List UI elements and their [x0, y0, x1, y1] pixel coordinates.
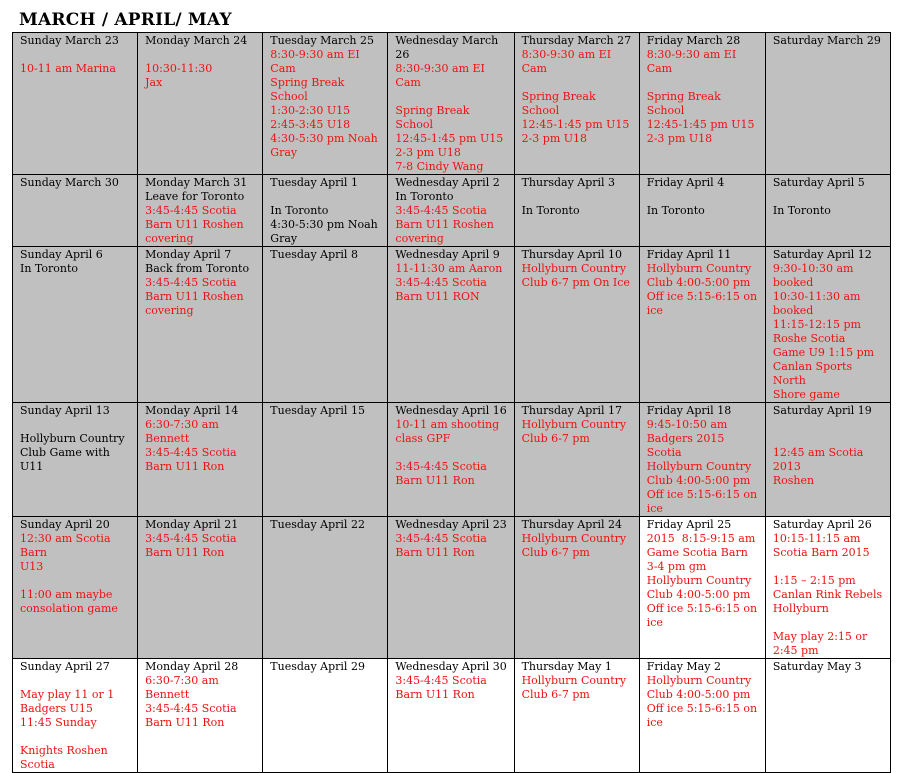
event-line: Barn U11 RON	[395, 290, 480, 303]
event-line	[647, 76, 759, 90]
event-line: Spring Break School	[646, 90, 725, 117]
event-line: Barn U11 Ron	[395, 546, 475, 559]
week-row	[13, 33, 891, 175]
event-line: 9:30-10:30 am	[772, 262, 854, 275]
day-date: Saturday April 5	[772, 176, 865, 189]
day-cell	[138, 403, 263, 517]
day-cell	[514, 175, 639, 247]
event-line	[20, 730, 131, 744]
day-cell	[388, 659, 514, 773]
event-line: 3:45-4:45 Scotia	[395, 674, 487, 687]
event-line: Club 4:00-5:00 pm	[646, 276, 751, 289]
event-line: Bennett	[145, 688, 190, 701]
event-line: Hollyburn Country	[521, 532, 627, 545]
event-line: Spring Break School	[270, 76, 348, 103]
event-line: In Toronto	[20, 262, 79, 275]
day-cell	[514, 403, 639, 517]
event-line: Barn U11 Roshen	[145, 218, 244, 231]
event-line: Barn U11 Ron	[145, 460, 225, 473]
event-line: 10:30-11:30	[145, 62, 213, 75]
event-line	[647, 190, 759, 204]
event-line: covering	[145, 232, 194, 245]
day-cell	[639, 659, 765, 773]
event-line	[20, 418, 131, 432]
event-line	[773, 190, 884, 204]
day-date: Friday April 11	[646, 248, 732, 261]
day-cell	[765, 175, 890, 247]
event-line: 6:30-7:30 am	[145, 418, 219, 431]
event-line: Barn U11 Ron	[395, 688, 475, 701]
day-cell	[514, 659, 639, 773]
event-line: In Toronto	[646, 204, 705, 217]
day-cell	[765, 517, 890, 659]
event-line: Hollyburn Country	[521, 418, 627, 431]
day-date: Monday April 14	[145, 404, 239, 417]
day-date: Monday April 28	[145, 660, 239, 673]
day-cell	[263, 175, 388, 247]
event-line: 3:45-4:45 Scotia	[145, 532, 237, 545]
day-cell	[13, 247, 138, 403]
event-line: Back from Toronto	[145, 262, 250, 275]
event-line: Off ice 5:15-6:15 on	[646, 602, 758, 615]
event-line: Club 4:00-5:00 pm	[646, 688, 751, 701]
event-line: Club 6-7 pm	[521, 688, 590, 701]
event-line: 8:30-9:30 am EI Cam	[646, 48, 740, 75]
day-cell	[263, 247, 388, 403]
event-line: booked	[772, 304, 814, 317]
day-cell	[388, 403, 514, 517]
event-line: Scotia	[20, 758, 55, 771]
day-date: Wednesday April 9	[395, 248, 500, 261]
event-line: 2:45 pm	[772, 644, 819, 657]
event-line: Club 4:00-5:00 pm	[646, 588, 751, 601]
day-cell	[13, 403, 138, 517]
event-line: covering	[395, 232, 444, 245]
event-line: May play 11 or 1	[20, 688, 115, 701]
day-date: Tuesday April 1	[270, 176, 358, 189]
event-line: Club 6-7 pm	[521, 546, 590, 559]
event-line: Badgers 2015 Scotia	[646, 432, 728, 459]
week-row	[13, 247, 891, 403]
day-date: Thursday March 27	[521, 34, 632, 47]
event-line	[522, 190, 633, 204]
event-line: 8:30-9:30 am EI Cam	[395, 62, 489, 89]
day-date: Thursday April 24	[521, 518, 623, 531]
day-date: Friday April 18	[646, 404, 732, 417]
day-date: Sunday March 30	[20, 176, 119, 189]
week-row	[13, 517, 891, 659]
event-line: In Toronto	[772, 204, 831, 217]
event-line	[145, 48, 256, 62]
event-line: covering	[145, 304, 194, 317]
day-cell	[639, 247, 765, 403]
week-row	[13, 175, 891, 247]
day-date: Friday May 2	[646, 660, 721, 673]
day-date: Saturday April 19	[772, 404, 872, 417]
day-cell	[639, 403, 765, 517]
day-cell	[13, 517, 138, 659]
event-line: 4:30-5:30 pm Noah	[270, 218, 378, 231]
event-line: Canlan Sports North	[772, 360, 856, 387]
day-cell	[765, 659, 890, 773]
event-line: Hollyburn Country	[20, 432, 125, 445]
event-line: 3:45-4:45 Scotia	[145, 204, 237, 217]
event-line: Club Game with U11	[20, 446, 114, 473]
event-line: Roshe Scotia	[772, 332, 846, 345]
event-line: 11-11:30 am Aaron	[395, 262, 503, 275]
week-row	[13, 659, 891, 773]
event-line: Game U9 1:15 pm	[772, 346, 875, 359]
event-line: 1:30-2:30 U15	[270, 104, 351, 117]
day-date: Tuesday April 8	[270, 248, 358, 261]
event-line: 3:45-4:45 Scotia	[395, 276, 487, 289]
event-line: 12:45 am Scotia 2013	[772, 446, 867, 473]
event-line: Off ice 5:15-6:15 on	[646, 290, 758, 303]
event-line: U13	[20, 560, 44, 573]
event-line	[395, 90, 507, 104]
day-date: Tuesday April 29	[270, 660, 365, 673]
event-line: Badgers U15	[20, 702, 93, 715]
event-line: Spring Break School	[521, 90, 600, 117]
event-line: Gray	[270, 232, 298, 245]
event-line: Gray	[270, 146, 298, 159]
event-line: 3:45-4:45 Scotia	[145, 276, 237, 289]
event-line	[773, 432, 884, 446]
event-line: 11:15-12:15 pm	[772, 318, 861, 331]
day-date: Wednesday April 23	[395, 518, 507, 531]
event-line: Club 6-7 pm On Ice	[521, 276, 630, 289]
day-cell	[765, 403, 890, 517]
day-date: Wednesday April 2	[395, 176, 500, 189]
day-cell	[263, 403, 388, 517]
event-line: Spring Break School	[395, 104, 473, 131]
day-date: Wednesday April 30	[395, 660, 507, 673]
day-date: Tuesday April 22	[270, 518, 365, 531]
event-line: 10:15-11:15 am	[772, 532, 861, 545]
event-line: 10-11 am Marina	[20, 62, 116, 75]
event-line: Hollyburn Country	[646, 674, 752, 687]
event-line: ice	[646, 304, 663, 317]
event-line: Barn U11 Ron	[145, 546, 225, 559]
day-cell	[138, 247, 263, 403]
event-line	[773, 418, 884, 432]
event-line: 11:00 am maybe	[20, 588, 113, 601]
event-line: Canlan Rink Rebels	[772, 588, 883, 601]
event-line: Barn U11 Ron	[395, 474, 475, 487]
event-line: Bennett	[145, 432, 190, 445]
day-cell	[138, 33, 263, 175]
event-line: Hollyburn Country	[521, 262, 627, 275]
day-cell	[263, 33, 388, 175]
day-date: Sunday April 6	[20, 248, 103, 261]
event-line: 11:45 Sunday	[20, 716, 97, 729]
day-date: Monday March 24	[145, 34, 248, 47]
event-line: 2-3 pm U18	[521, 132, 588, 145]
event-line: 12:45-1:45 pm U15	[395, 132, 504, 145]
day-date: Tuesday March 25	[270, 34, 374, 47]
event-line: 3:45-4:45 Scotia	[395, 460, 487, 473]
day-date: Sunday March 23	[20, 34, 119, 47]
day-cell	[765, 33, 890, 175]
page-title: MARCH / APRIL/ MAY	[19, 10, 232, 30]
event-line: 2:45-3:45 U18	[270, 118, 351, 131]
event-line: Hollyburn Country	[646, 262, 752, 275]
event-line: class GPF	[395, 432, 451, 445]
event-line: 3:45-4:45 Scotia	[145, 446, 237, 459]
day-cell	[263, 659, 388, 773]
event-line: 4:30-5:30 pm Noah	[270, 132, 378, 145]
day-cell	[388, 175, 514, 247]
event-line: booked	[772, 276, 814, 289]
day-date: Sunday April 13	[20, 404, 110, 417]
day-cell	[639, 33, 765, 175]
event-line: ice	[646, 616, 663, 629]
day-date: Tuesday April 15	[270, 404, 365, 417]
day-date: Friday March 28	[646, 34, 741, 47]
event-line	[20, 48, 131, 62]
calendar-table	[12, 32, 891, 773]
event-line: Hollyburn	[772, 602, 829, 615]
event-line: Shore game	[772, 388, 840, 401]
day-cell	[388, 33, 514, 175]
day-date: Wednesday March 26	[395, 34, 499, 61]
day-date: Thursday May 1	[521, 660, 612, 673]
day-cell	[514, 33, 639, 175]
day-cell	[639, 175, 765, 247]
day-cell	[13, 33, 138, 175]
day-date: Thursday April 10	[521, 248, 623, 261]
calendar-body	[13, 33, 891, 773]
day-cell	[388, 247, 514, 403]
event-line: 2015 8:15-9:15 am	[646, 532, 756, 545]
event-line: 10:30-11:30 am	[772, 290, 861, 303]
event-line	[20, 674, 131, 688]
event-line: 3:45-4:45 Scotia	[145, 702, 237, 715]
week-row	[13, 403, 891, 517]
day-cell	[138, 517, 263, 659]
event-line: 12:45-1:45 pm U15	[646, 118, 755, 131]
event-line: 2-3 pm U18	[395, 146, 461, 159]
day-date: Monday April 7	[145, 248, 232, 261]
day-cell	[388, 517, 514, 659]
event-line: 12:45-1:45 pm U15	[521, 118, 630, 131]
event-line: 8:30-9:30 am EI Cam	[521, 48, 615, 75]
event-line: Hollyburn Country	[646, 460, 752, 473]
event-line: Knights Roshen	[20, 744, 108, 757]
event-line: 2-3 pm U18	[646, 132, 713, 145]
event-line: 3-4 pm gm	[646, 560, 707, 573]
event-line: consolation game	[20, 602, 118, 615]
event-line: 6:30-7:30 am	[145, 674, 219, 687]
day-cell	[514, 517, 639, 659]
event-line: In Toronto	[395, 190, 454, 203]
day-date: Thursday April 3	[521, 176, 616, 189]
day-date: Thursday April 17	[521, 404, 623, 417]
event-line: 1:15 – 2:15 pm	[772, 574, 856, 587]
event-line: ice	[646, 716, 663, 729]
event-line	[20, 574, 131, 588]
event-line: Off ice 5:15-6:15 on	[646, 702, 758, 715]
day-cell	[13, 659, 138, 773]
day-date: Wednesday April 16	[395, 404, 507, 417]
event-line	[773, 560, 884, 574]
event-line: May play 2:15 or	[772, 630, 868, 643]
day-cell	[138, 659, 263, 773]
day-date: Saturday May 3	[772, 660, 862, 673]
event-line	[773, 616, 884, 630]
event-line: 3:45-4:45 Scotia	[395, 532, 487, 545]
event-line: 9:45-10:50 am	[646, 418, 728, 431]
event-line: In Toronto	[521, 204, 580, 217]
day-cell	[138, 175, 263, 247]
day-date: Sunday April 27	[20, 660, 110, 673]
event-line: 7-8 Cindy Wang	[395, 160, 484, 173]
day-cell	[263, 517, 388, 659]
day-cell	[13, 175, 138, 247]
day-cell	[765, 247, 890, 403]
event-line: 8:30-9:30 am EI Cam	[270, 48, 364, 75]
event-line: Roshen	[772, 474, 815, 487]
event-line: 12:30 am Scotia Barn	[20, 532, 114, 559]
day-date: Friday April 25	[646, 518, 732, 531]
event-line: Club 6-7 pm	[521, 432, 590, 445]
day-date: Monday March 31	[145, 176, 248, 189]
event-line: Barn U11 Roshen	[395, 218, 494, 231]
event-line	[270, 190, 381, 204]
day-date: Saturday April 26	[772, 518, 872, 531]
day-cell	[639, 517, 765, 659]
event-line: Leave for Toronto	[145, 190, 245, 203]
day-date: Saturday March 29	[772, 34, 881, 47]
event-line: Jax	[145, 76, 163, 89]
event-line: Game Scotia Barn	[646, 546, 748, 559]
day-cell	[514, 247, 639, 403]
event-line: ice	[646, 502, 663, 515]
day-date: Monday April 21	[145, 518, 239, 531]
event-line: In Toronto	[270, 204, 329, 217]
event-line: Club 4:00-5:00 pm	[646, 474, 751, 487]
event-line: Hollyburn Country	[646, 574, 752, 587]
day-date: Saturday April 12	[772, 248, 872, 261]
event-line: Scotia Barn 2015	[772, 546, 870, 559]
event-line: Barn U11 Roshen	[145, 290, 244, 303]
event-line: Barn U11 Ron	[145, 716, 225, 729]
event-line: 10-11 am shooting	[395, 418, 500, 431]
event-line	[522, 76, 633, 90]
event-line: Off ice 5:15-6:15 on	[646, 488, 758, 501]
day-date: Sunday April 20	[20, 518, 110, 531]
day-date: Friday April 4	[646, 176, 725, 189]
event-line: 3:45-4:45 Scotia	[395, 204, 487, 217]
event-line	[395, 446, 507, 460]
event-line: Hollyburn Country	[521, 674, 627, 687]
